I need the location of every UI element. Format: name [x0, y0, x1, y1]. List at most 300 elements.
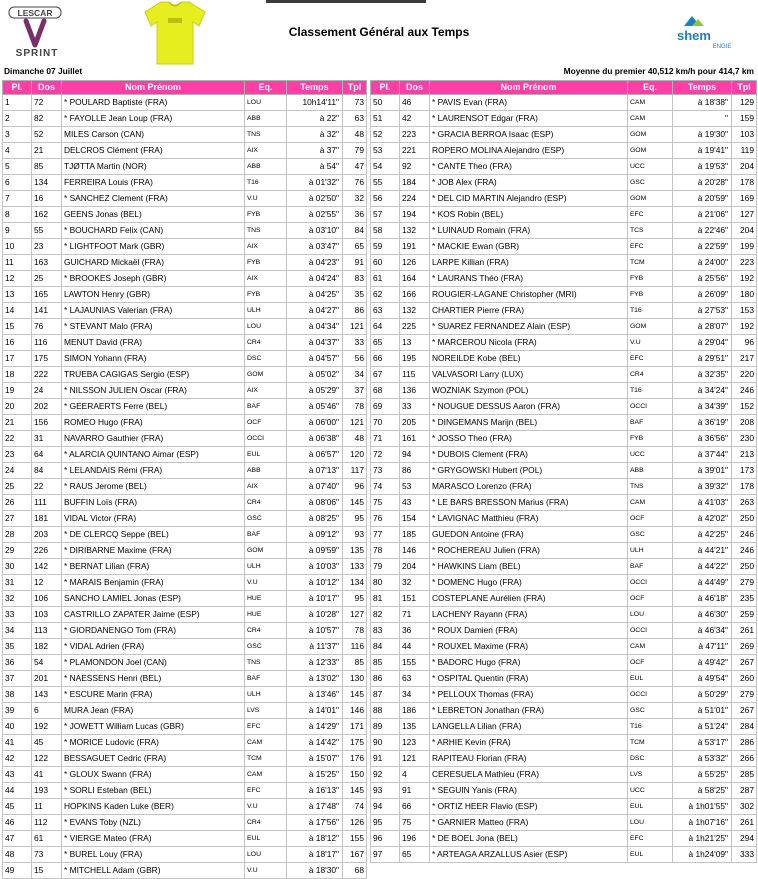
cell-bib: 72 [32, 95, 62, 111]
table-row [371, 159, 757, 175]
table-row [371, 687, 757, 703]
cell-position: 7 [3, 191, 32, 207]
table-row [3, 383, 367, 399]
cell-team: CAM [628, 639, 673, 655]
cell-time: à 10'17" [287, 591, 343, 607]
cell-rider-name: * LELANDAIS Rémi (FRA) [62, 463, 245, 479]
cell-rider-name: * DIRIBARNE Maxime (FRA) [62, 543, 245, 559]
cell-bib: 143 [32, 687, 62, 703]
cell-position: 53 [371, 143, 400, 159]
cell-rider-name: * CANTE Theo (FRA) [430, 159, 628, 175]
cell-time: à 07'13" [287, 463, 343, 479]
cell-rider-name: SANCHO LAMIEL Jonas (ESP) [62, 591, 245, 607]
cell-rider-name: * LAJAUNIAS Valerian (FRA) [62, 303, 245, 319]
cell-time: à 19'41" [673, 143, 732, 159]
cell-position: 45 [3, 799, 32, 815]
cell-team: OCCI [628, 623, 673, 639]
cell-position: 65 [371, 335, 400, 351]
cell-team: AIX [245, 239, 287, 255]
table-row [371, 655, 757, 671]
cell-position: 75 [371, 495, 400, 511]
cell-points: 267 [732, 655, 757, 671]
cell-points: 93 [343, 527, 367, 543]
table-row [371, 575, 757, 591]
cell-bib: 92 [400, 159, 430, 175]
cell-rider-name: * FAYOLLE Jean Loup (FRA) [62, 111, 245, 127]
average-speed: Moyenne du premier 40,512 km/h pour 414,7 km [563, 66, 754, 76]
race-date: Dimanche 07 Juillet [4, 66, 83, 76]
cell-position: 41 [3, 735, 32, 751]
cell-bib: 106 [32, 591, 62, 607]
cell-time: à 02'50" [287, 191, 343, 207]
cell-points: 235 [732, 591, 757, 607]
cell-rider-name: * PAVIS Evan (FRA) [430, 95, 628, 111]
cell-position: 83 [371, 623, 400, 639]
cell-team: CAM [628, 111, 673, 127]
cell-bib: 84 [32, 463, 62, 479]
cell-position: 82 [371, 607, 400, 623]
table-row [371, 543, 757, 559]
cell-rider-name: CASTRILLO ZAPATER Jaime (ESP) [62, 607, 245, 623]
cell-position: 57 [371, 207, 400, 223]
cell-team: FYB [245, 287, 287, 303]
cell-team: EFC [628, 351, 673, 367]
cell-points: 152 [732, 399, 757, 415]
cell-team: CR4 [245, 623, 287, 639]
cell-position: 90 [371, 735, 400, 751]
cell-bib: 44 [400, 639, 430, 655]
cell-time: à 08'25" [287, 511, 343, 527]
cell-team: BAF [628, 559, 673, 575]
cell-team: V.U [628, 335, 673, 351]
table-row [3, 655, 367, 671]
cell-team: AIX [245, 143, 287, 159]
cell-bib: 204 [400, 559, 430, 575]
cell-points: 286 [732, 735, 757, 751]
cell-bib: 194 [400, 207, 430, 223]
cell-position: 56 [371, 191, 400, 207]
cell-time: à 49'42" [673, 655, 732, 671]
table-row [371, 175, 757, 191]
cell-position: 24 [3, 463, 32, 479]
cell-rider-name: ROUGIER-LAGANE Christopher (MRI) [430, 287, 628, 303]
cell-position: 71 [371, 431, 400, 447]
cell-points: 302 [732, 799, 757, 815]
cell-points: 135 [343, 543, 367, 559]
cell-team: LOU [245, 319, 287, 335]
cell-rider-name: * SEGUIN Yanis (FRA) [430, 783, 628, 799]
cell-bib: 203 [32, 527, 62, 543]
cell-rider-name: VIDAL Victor (FRA) [62, 511, 245, 527]
cell-points: 284 [732, 719, 757, 735]
cell-bib: 52 [32, 127, 62, 143]
cell-points: 79 [343, 143, 367, 159]
cell-position: 39 [3, 703, 32, 719]
cell-time: à 34'39" [673, 399, 732, 415]
table-row [3, 239, 367, 255]
cell-time: à 19'53" [673, 159, 732, 175]
table-row [3, 207, 367, 223]
cell-points: 230 [732, 431, 757, 447]
cell-position: 49 [3, 863, 32, 879]
cell-bib: 142 [32, 559, 62, 575]
cell-team: HUE [245, 607, 287, 623]
cell-rider-name: LACHENY Rayann (FRA) [430, 607, 628, 623]
cell-bib: 121 [400, 751, 430, 767]
cell-points: 96 [343, 479, 367, 495]
cell-time: à 04'37" [287, 335, 343, 351]
cell-rider-name: * BADORC Hugo (FRA) [430, 655, 628, 671]
table-row [3, 607, 367, 623]
cell-points: 246 [732, 527, 757, 543]
cell-team: OCF [628, 591, 673, 607]
cell-points: 36 [343, 207, 367, 223]
cell-team: TCS [628, 223, 673, 239]
cell-points: 134 [343, 575, 367, 591]
cell-rider-name: DELCROS Clément (FRA) [62, 143, 245, 159]
cell-points: 153 [732, 303, 757, 319]
cell-position: 94 [371, 799, 400, 815]
table-row [3, 335, 367, 351]
cell-time: à 46'34" [673, 623, 732, 639]
cell-points: 78 [343, 399, 367, 415]
cell-rider-name: ROMEO Hugo (FRA) [62, 415, 245, 431]
cell-bib: 55 [32, 223, 62, 239]
cell-bib: 34 [400, 687, 430, 703]
column-header-tpl: Tpl [732, 81, 757, 95]
cell-team: UCC [628, 447, 673, 463]
cell-team: TNS [245, 127, 287, 143]
cell-position: 51 [371, 111, 400, 127]
cell-position: 63 [371, 303, 400, 319]
cell-rider-name: * SUAREZ FERNANDEZ Alain (ESP) [430, 319, 628, 335]
cell-rider-name: * DOMENC Hugo (FRA) [430, 575, 628, 591]
table-row [371, 271, 757, 287]
cell-bib: 6 [32, 703, 62, 719]
cell-team: GOM [628, 127, 673, 143]
cell-bib: 116 [32, 335, 62, 351]
cell-rider-name: * LEBRETON Jonathan (FRA) [430, 703, 628, 719]
table-row [3, 575, 367, 591]
cell-position: 27 [3, 511, 32, 527]
cell-points: 68 [343, 863, 367, 879]
cell-team: FYB [628, 271, 673, 287]
cell-rider-name: * PELLOUX Thomas (FRA) [430, 687, 628, 703]
table-row [3, 863, 367, 879]
cell-rider-name: * BROOKES Joseph (GBR) [62, 271, 245, 287]
cell-time: à 26'09" [673, 287, 732, 303]
cell-points: 171 [343, 719, 367, 735]
cell-points: 159 [732, 111, 757, 127]
cell-position: 93 [371, 783, 400, 799]
cell-team: OCCI [245, 431, 287, 447]
table-row [371, 191, 757, 207]
cell-bib: 192 [32, 719, 62, 735]
cell-position: 36 [3, 655, 32, 671]
cell-team: OCCI [628, 687, 673, 703]
cell-bib: 185 [400, 527, 430, 543]
table-row [3, 671, 367, 687]
table-row [371, 703, 757, 719]
cell-bib: 182 [32, 639, 62, 655]
cell-points: 246 [732, 383, 757, 399]
cell-points: 145 [343, 495, 367, 511]
cell-points: 192 [732, 319, 757, 335]
cell-time: à 29'04" [673, 335, 732, 351]
cell-points: 178 [732, 479, 757, 495]
cell-rider-name: * DE BOEL Jona (BEL) [430, 831, 628, 847]
table-row [3, 799, 367, 815]
column-header-eq: Eq. [245, 81, 287, 95]
table-row [371, 783, 757, 799]
cell-points: 86 [343, 303, 367, 319]
cell-points: 126 [343, 815, 367, 831]
cell-points: 267 [732, 703, 757, 719]
cell-rider-name: * GARNIER Matteo (FRA) [430, 815, 628, 831]
table-row [371, 463, 757, 479]
cell-points: 180 [732, 287, 757, 303]
cell-time: à 46'18" [673, 591, 732, 607]
cell-bib: 201 [32, 671, 62, 687]
cell-team: T16 [628, 383, 673, 399]
cell-points: 261 [732, 623, 757, 639]
cell-bib: 15 [32, 863, 62, 879]
cell-rider-name: * MORICE Ludovic (FRA) [62, 735, 245, 751]
cell-bib: 151 [400, 591, 430, 607]
cell-points: 279 [732, 575, 757, 591]
cell-points: 204 [732, 223, 757, 239]
cell-bib: 193 [32, 783, 62, 799]
cell-time: à 32'35" [673, 367, 732, 383]
cell-team: BAF [245, 527, 287, 543]
table-row [3, 703, 367, 719]
cell-bib: 13 [400, 335, 430, 351]
cell-team: LVS [245, 703, 287, 719]
lescar-logo-top-text: LESCAR [17, 8, 53, 18]
cell-time: à 32" [287, 127, 343, 143]
table-row [371, 799, 757, 815]
cell-position: 10 [3, 239, 32, 255]
cell-points: 78 [343, 623, 367, 639]
cell-time: à 44'21" [673, 543, 732, 559]
cell-team: EFC [628, 239, 673, 255]
cell-bib: 175 [32, 351, 62, 367]
cell-bib: 112 [32, 815, 62, 831]
cell-position: 40 [3, 719, 32, 735]
cell-time: à 10'28" [287, 607, 343, 623]
table-row [371, 447, 757, 463]
table-row [3, 463, 367, 479]
cell-bib: 73 [32, 847, 62, 863]
table-row [371, 399, 757, 415]
cell-position: 96 [371, 831, 400, 847]
cell-bib: 76 [32, 319, 62, 335]
cell-points: 263 [732, 495, 757, 511]
column-header-dos: Dos [400, 81, 430, 95]
cell-position: 50 [371, 95, 400, 111]
cell-team: T16 [628, 303, 673, 319]
table-row [3, 191, 367, 207]
cell-bib: 43 [400, 495, 430, 511]
cell-time: à 42'02" [673, 511, 732, 527]
cell-points: 48 [343, 431, 367, 447]
cell-rider-name: WOZNIAK Szymon (POL) [430, 383, 628, 399]
cell-points: 261 [732, 815, 757, 831]
cell-time: à 05'02" [287, 367, 343, 383]
cell-time: à 51'01" [673, 703, 732, 719]
table-row [3, 399, 367, 415]
cell-team: V.U [245, 799, 287, 815]
cell-rider-name: * RAUS Jerome (BEL) [62, 479, 245, 495]
cell-time: à 1h24'09" [673, 847, 732, 863]
cell-rider-name: * EVANS Toby (NZL) [62, 815, 245, 831]
cell-time: à 16'13" [287, 783, 343, 799]
cell-time: à 13'02" [287, 671, 343, 687]
cell-time: à 18'17" [287, 847, 343, 863]
cell-bib: 42 [400, 111, 430, 127]
cell-team: ULH [245, 303, 287, 319]
shem-engie-logo [670, 12, 740, 56]
cell-team: BAF [245, 399, 287, 415]
table-row [371, 831, 757, 847]
cell-rider-name: * ARTEAGA ARZALLUS Asier (ESP) [430, 847, 628, 863]
cell-team: EUL [628, 671, 673, 687]
cell-rider-name: * GLOUX Swann (FRA) [62, 767, 245, 783]
cell-bib: 223 [400, 127, 430, 143]
cell-points: 220 [732, 367, 757, 383]
cell-position: 19 [3, 383, 32, 399]
cell-team: LOU [245, 847, 287, 863]
cell-points: 91 [343, 255, 367, 271]
cell-time: à 28'07" [673, 319, 732, 335]
cell-position: 1 [3, 95, 32, 111]
cell-rider-name: * PLAMONDON Joel (CAN) [62, 655, 245, 671]
cell-bib: 184 [400, 175, 430, 191]
cell-points: 169 [732, 191, 757, 207]
column-header-dos: Dos [32, 81, 62, 95]
cell-rider-name: GUEDON Antoine (FRA) [430, 527, 628, 543]
table-row [3, 687, 367, 703]
cell-time: à 1h21'25" [673, 831, 732, 847]
cell-team: T16 [628, 719, 673, 735]
cell-position: 15 [3, 319, 32, 335]
cell-rider-name: ROPERO MOLINA Alejandro (ESP) [430, 143, 628, 159]
cell-points: 85 [343, 655, 367, 671]
cell-team: OCCI [628, 575, 673, 591]
cell-position: 92 [371, 767, 400, 783]
cell-team: OCCI [628, 399, 673, 415]
cell-time: à 46'30" [673, 607, 732, 623]
cell-team: EUL [245, 831, 287, 847]
cell-time: à 11'37" [287, 639, 343, 655]
cell-points: 63 [343, 111, 367, 127]
cell-bib: 85 [32, 159, 62, 175]
cell-position: 73 [371, 463, 400, 479]
cell-rider-name: * BOUCHARD Felix (CAN) [62, 223, 245, 239]
cell-time: à 37" [287, 143, 343, 159]
cell-team: GOM [628, 191, 673, 207]
cell-time: à 27'53" [673, 303, 732, 319]
cell-bib: 155 [400, 655, 430, 671]
table-row [371, 207, 757, 223]
cell-points: 76 [343, 175, 367, 191]
cell-position: 61 [371, 271, 400, 287]
cell-bib: 134 [32, 175, 62, 191]
cell-time: à 54" [287, 159, 343, 175]
cell-team: OCF [628, 511, 673, 527]
cell-time: à 06'38" [287, 431, 343, 447]
cell-points: 178 [732, 175, 757, 191]
cell-points: 223 [732, 255, 757, 271]
cell-bib: 186 [400, 703, 430, 719]
cell-time: à 04'57" [287, 351, 343, 367]
cell-position: 13 [3, 287, 32, 303]
cell-time: à 21'06" [673, 207, 732, 223]
cell-team: ABB [628, 463, 673, 479]
cell-team: BAF [628, 415, 673, 431]
cell-rider-name: * ROUXEL Maxime (FRA) [430, 639, 628, 655]
cell-team: V.U [245, 863, 287, 879]
cell-bib: 53 [400, 479, 430, 495]
cell-team: T16 [245, 175, 287, 191]
cell-position: 30 [3, 559, 32, 575]
cell-position: 4 [3, 143, 32, 159]
cell-bib: 202 [32, 399, 62, 415]
cell-position: 84 [371, 639, 400, 655]
cell-position: 25 [3, 479, 32, 495]
cell-team: EUL [628, 847, 673, 863]
cell-bib: 103 [32, 607, 62, 623]
cell-points: 145 [343, 783, 367, 799]
cell-team: ULH [245, 687, 287, 703]
cell-team: CR4 [628, 367, 673, 383]
cell-position: 20 [3, 399, 32, 415]
cell-time: à 06'57" [287, 447, 343, 463]
cell-bib: 71 [400, 607, 430, 623]
cell-position: 72 [371, 447, 400, 463]
table-row [371, 719, 757, 735]
cell-team: LVS [628, 767, 673, 783]
cell-position: 68 [371, 383, 400, 399]
table-row [371, 111, 757, 127]
cell-position: 76 [371, 511, 400, 527]
cell-rider-name: CERESUELA Mathieu (FRA) [430, 767, 628, 783]
cell-rider-name: * JOWETT William Lucas (GBR) [62, 719, 245, 735]
cell-rider-name: * GRACIA BERROA Isaac (ESP) [430, 127, 628, 143]
cell-team: EUL [628, 799, 673, 815]
cell-points: 204 [732, 159, 757, 175]
table-row [3, 159, 367, 175]
cell-position: 33 [3, 607, 32, 623]
cell-points: 32 [343, 191, 367, 207]
cell-bib: 146 [400, 543, 430, 559]
cell-position: 35 [3, 639, 32, 655]
table-row [3, 255, 367, 271]
cell-team: TNS [628, 479, 673, 495]
cell-time: à 44'22" [673, 559, 732, 575]
cell-time: à 24'00" [673, 255, 732, 271]
cell-bib: 205 [400, 415, 430, 431]
cell-bib: 221 [400, 143, 430, 159]
cell-position: 26 [3, 495, 32, 511]
cell-position: 74 [371, 479, 400, 495]
cell-position: 59 [371, 239, 400, 255]
cell-bib: 54 [32, 655, 62, 671]
cell-time: à 42'25" [673, 527, 732, 543]
cell-points: 287 [732, 783, 757, 799]
cell-time: à 22'46" [673, 223, 732, 239]
cell-rider-name: BUFFIN Loïs (FRA) [62, 495, 245, 511]
